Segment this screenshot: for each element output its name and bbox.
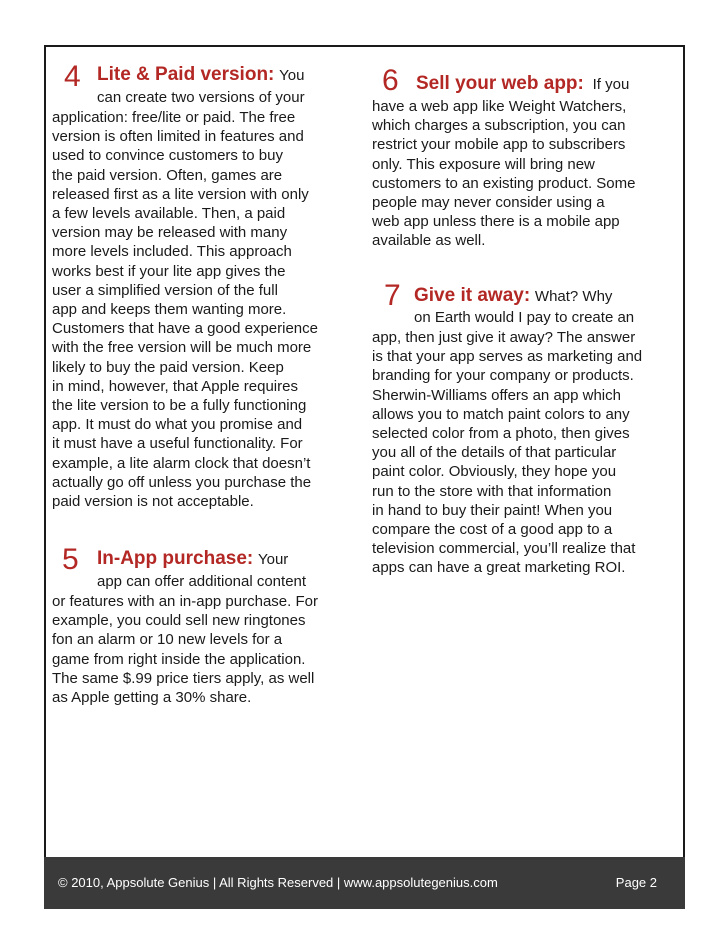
body-line: released first as a lite version with only — [52, 185, 309, 203]
body-line: have a web app like Weight Watchers, — [372, 98, 627, 115]
section-continuation: on Earth would I pay to create an — [414, 309, 635, 326]
section-heading — [414, 286, 612, 306]
body-line: available as well. — [372, 232, 486, 250]
body-line: user a simplified version of the full — [52, 281, 278, 299]
body-line: apps can have a great marketing ROI. — [372, 559, 626, 577]
body-line: web app unless there is a mobile app — [372, 213, 620, 231]
body-line: with the free version will be much more — [52, 339, 312, 357]
body-line: used to convince customers to buy — [52, 147, 283, 165]
body-line: branding for your company or products. — [372, 367, 634, 385]
section-lead: If you — [592, 76, 630, 93]
body-line: app, then just give it away? The answer — [372, 329, 636, 346]
copyright-text: © 2010, Appsolute Genius | All Rights Reserved | www.appsolutegenius.com — [58, 875, 498, 890]
body-line: the lite version to be a fully functioning — [52, 397, 307, 414]
body-line: which charges a subscription, you can — [372, 117, 626, 135]
body-line: it must have a useful functionality. For — [52, 435, 303, 453]
section-number: 6 — [382, 64, 399, 97]
body-line: you all of the details of that particular — [372, 444, 617, 462]
body-line: restrict your mobile app to subscribers — [372, 136, 626, 154]
body-line: more levels included. This approach — [52, 243, 292, 261]
section-heading — [416, 74, 629, 94]
body-line: customers to an existing product. Some — [372, 174, 636, 192]
body-line: application: free/lite or paid. The free — [52, 109, 296, 126]
left-border — [44, 45, 46, 857]
section-title: Sell your web app: — [416, 73, 584, 94]
body-line: Customers that have a good experience — [52, 320, 318, 338]
body-line: app and keeps them wanting more. — [52, 301, 287, 318]
body-line: as Apple getting a 30% share. — [52, 689, 252, 706]
body-line: game from right inside the application. — [52, 650, 306, 668]
section-heading — [97, 549, 288, 569]
body-line: example, you could sell new ringtones — [52, 612, 306, 630]
section-heading — [97, 65, 304, 85]
body-line: version is often limited in features and — [52, 128, 304, 146]
section-title: Give it away: — [414, 285, 531, 306]
body-line: works best if your lite app gives the — [52, 262, 286, 280]
body-line: version may be released with many — [52, 224, 288, 242]
body-line: compare the cost of a good app to a — [372, 521, 613, 538]
body-line: app. It must do what you promise and — [52, 416, 303, 434]
body-line: likely to buy the paid version. Keep — [52, 358, 284, 376]
section-title: Lite & Paid version: — [97, 64, 275, 85]
body-line: fon an alarm or 10 new levels for a — [52, 631, 283, 649]
page-number: Page 2 — [615, 875, 657, 890]
body-line: example, a lite alarm clock that doesn’t — [52, 454, 311, 472]
footer-bar — [44, 857, 685, 909]
section-lead: What? Why — [534, 288, 613, 305]
body-line: actually go off unless you purchase the — [52, 473, 312, 491]
body-line: allows you to match paint colors to any — [372, 405, 630, 423]
body-line: paid version is not acceptable. — [52, 493, 254, 510]
body-line: a few levels available. Then, a paid — [52, 205, 286, 222]
section-number: 7 — [384, 279, 401, 312]
body-line: run to the store with that information — [372, 482, 612, 500]
body-line: in mind, however, that Apple requires — [52, 377, 298, 395]
body-line: paint color. Obviously, they hope you — [372, 463, 617, 481]
section-number: 4 — [64, 60, 81, 93]
body-line: is that your app serves as marketing and — [372, 348, 643, 366]
body-line: television commercial, you’ll realize that — [372, 540, 636, 558]
body-line: selected color from a photo, then gives — [372, 425, 630, 442]
body-line: or features with an in-app purchase. For — [52, 593, 318, 610]
top-rule — [44, 45, 685, 47]
body-line: in hand to buy their paint! When you — [372, 501, 613, 519]
body-line: Sherwin-Williams offers an app which — [372, 386, 621, 404]
body-line: the paid version. Often, games are — [52, 166, 283, 184]
section-continuation: app can offer additional content — [97, 573, 307, 590]
section-title: In-App purchase: — [97, 548, 254, 569]
section-lead: You — [279, 67, 305, 84]
body-line: The same $.99 price tiers apply, as well — [52, 669, 315, 687]
section-lead: Your — [257, 551, 289, 568]
section-number: 5 — [62, 543, 79, 576]
right-border — [683, 45, 685, 857]
section-continuation: can create two versions of your — [97, 89, 305, 106]
body-line: only. This exposure will bring new — [372, 155, 595, 173]
body-line: people may never consider using a — [372, 194, 605, 211]
